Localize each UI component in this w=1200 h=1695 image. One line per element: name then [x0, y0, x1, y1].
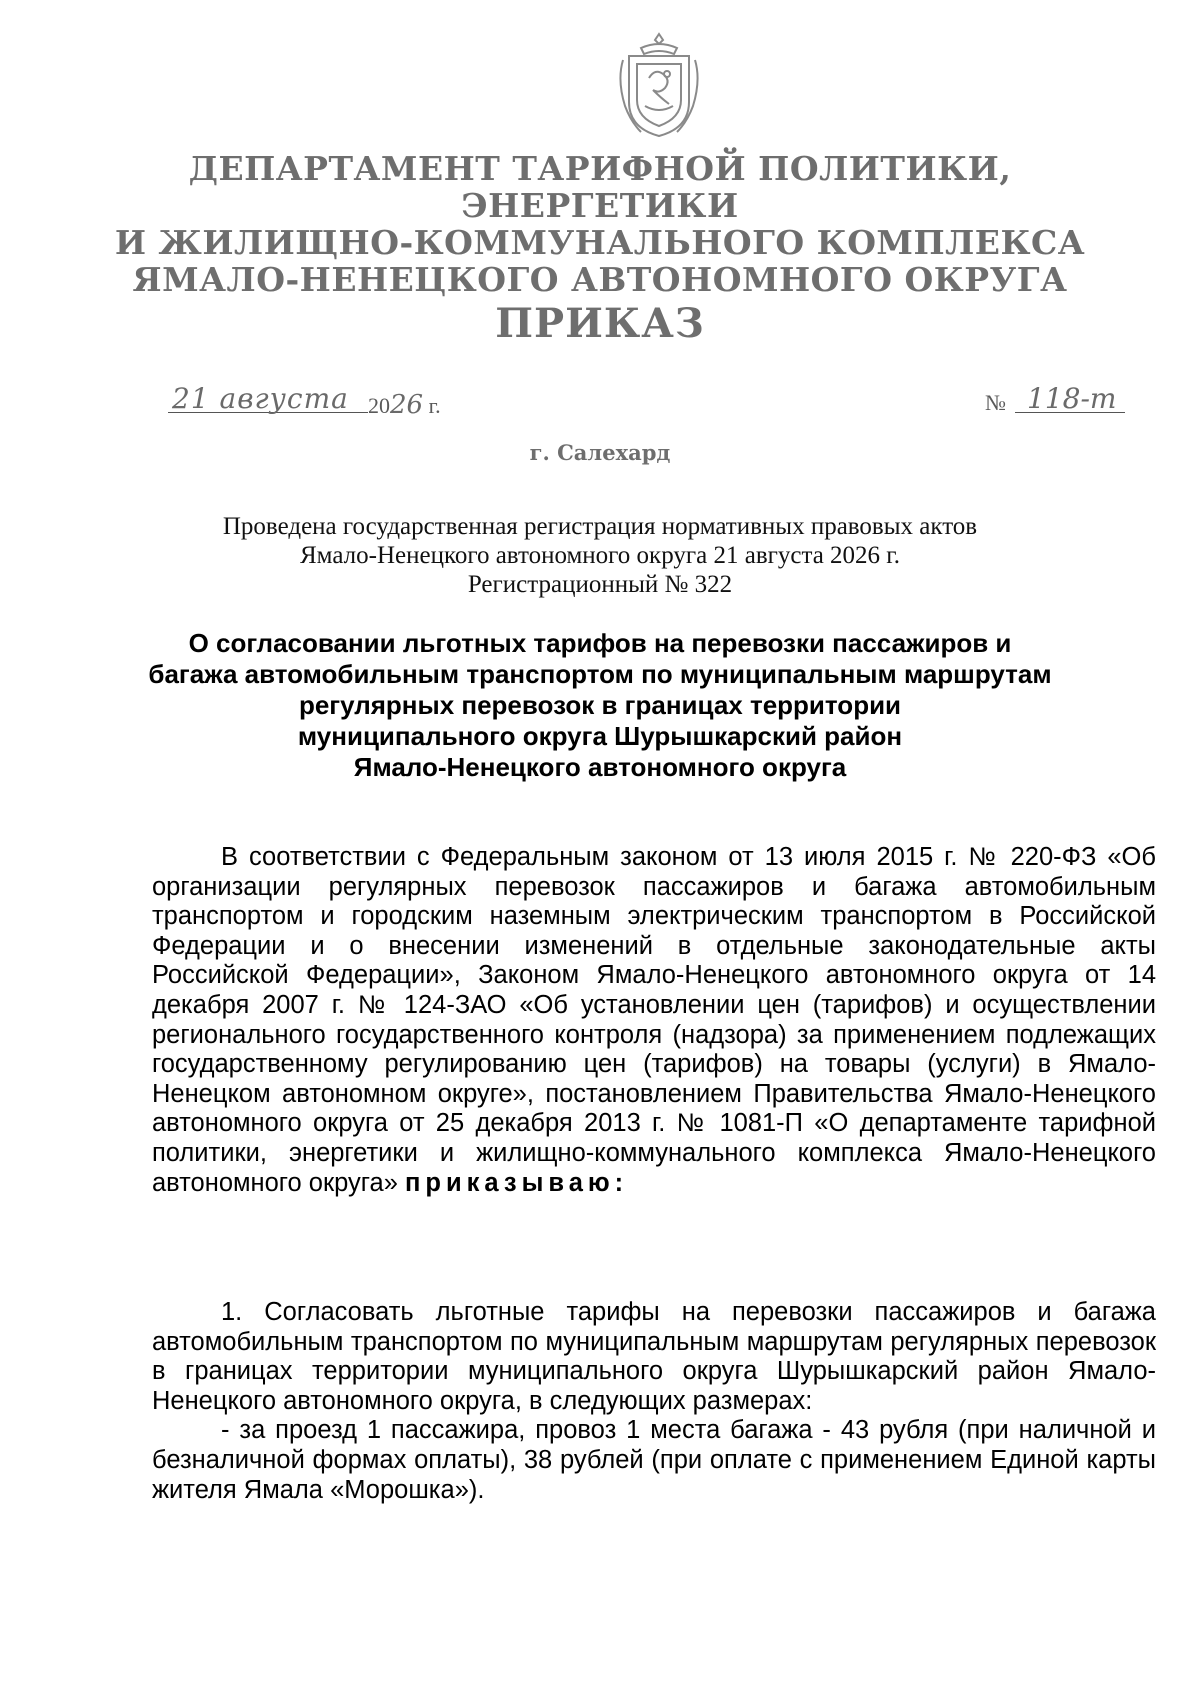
preamble-text: В соответствии с Федеральным законом от 13 июля 2015 г. № 220-ФЗ «Об организации регулярных перевозок пассажиров и багажа автомобильным транспортом и городским наземным электрическим транспортом в Российской Федерации и о внесении изменений в отдельные законодательные акты Российской Федерации», Законом Ямало-Ненецкого автономного округа от 14 декабря 2007 г. № 124-ЗАО «Об установлении цен (тарифов) и осуществлении регионального государственного контроля (надзора) за применением подлежащих государственному регулированию цен (тарифов) на товары (услуги) в Ямало-Ненецком автономном округе», постановлением Правительства Ямало-Ненецкого автономного округа от 25 декабря 2013 г. № 1081-П «О департаменте тарифной политики, энергетики и жилищно-коммунального комплекса Ямало-Ненецкого автономного округа»	[152, 843, 1156, 1197]
subject-line-5: Ямало-Ненецкого автономного округа	[353, 752, 847, 782]
department-name-line-1: ДЕПАРТАМЕНТ ТАРИФНОЙ ПОЛИТИКИ, ЭНЕРГЕТИКИ	[188, 149, 1012, 225]
city: г. Салехард	[529, 440, 671, 465]
department-name-line-2: И ЖИЛИЩНО-КОММУНАЛЬНОГО КОМПЛЕКСА	[114, 223, 1086, 262]
department-name	[100, 150, 1100, 298]
registration-line-3: Регистрационный № 322	[467, 571, 733, 598]
registration-stamp	[150, 512, 1050, 599]
coat-of-arms-emblem	[615, 30, 703, 140]
registration-line-2: Ямало-Ненецкого автономного округа 21 августа 2026 г.	[300, 542, 900, 569]
subject-line-4: муниципального округа Шурышкарский район	[297, 721, 903, 751]
subject-line-2: багажа автомобильным транспортом по муниципальным маршрутам	[148, 659, 1052, 689]
subject-line-1: О согласовании льготных тарифов на перевозки пассажиров и	[188, 628, 1012, 658]
document-type-title: ПРИКАЗ	[495, 300, 705, 347]
department-name-line-3: ЯМАЛО-НЕНЕЦКОГО АВТОНОМНОГО ОКРУГА	[132, 260, 1068, 299]
order-items	[152, 1298, 1156, 1505]
handwritten-date: 21 августа	[172, 382, 349, 415]
order-number	[985, 382, 1145, 422]
order-item-1-tariff: - за проезд 1 пассажира, провоз 1 места багажа - 43 рубля (при наличной и безналичной формах оплаты), 38 рублей (при оплате с применением Единой карты жителя Ямала «Морошка»).	[152, 1416, 1156, 1504]
order-date	[168, 382, 448, 422]
registration-line-1: Проведена государственная регистрация нормативных правовых актов	[222, 513, 978, 540]
date-year: 2026 г.	[368, 390, 441, 420]
preamble-paragraph	[152, 843, 1156, 1198]
order-directive-word: приказываю:	[405, 1168, 629, 1197]
order-item-1: 1. Согласовать льготные тарифы на перевозки пассажиров и багажа автомобильным транспортом по муниципальным маршрутам регулярных перевозок в границах территории муниципального округа Шурышкарский район Ямало-Ненецкого автономного округа, в следующих размерах:	[152, 1298, 1156, 1415]
order-subject	[140, 628, 1060, 783]
handwritten-number: 118-т	[1027, 382, 1117, 415]
number-sign: №	[985, 390, 1006, 415]
subject-line-3: регулярных перевозок в границах территории	[298, 690, 902, 720]
